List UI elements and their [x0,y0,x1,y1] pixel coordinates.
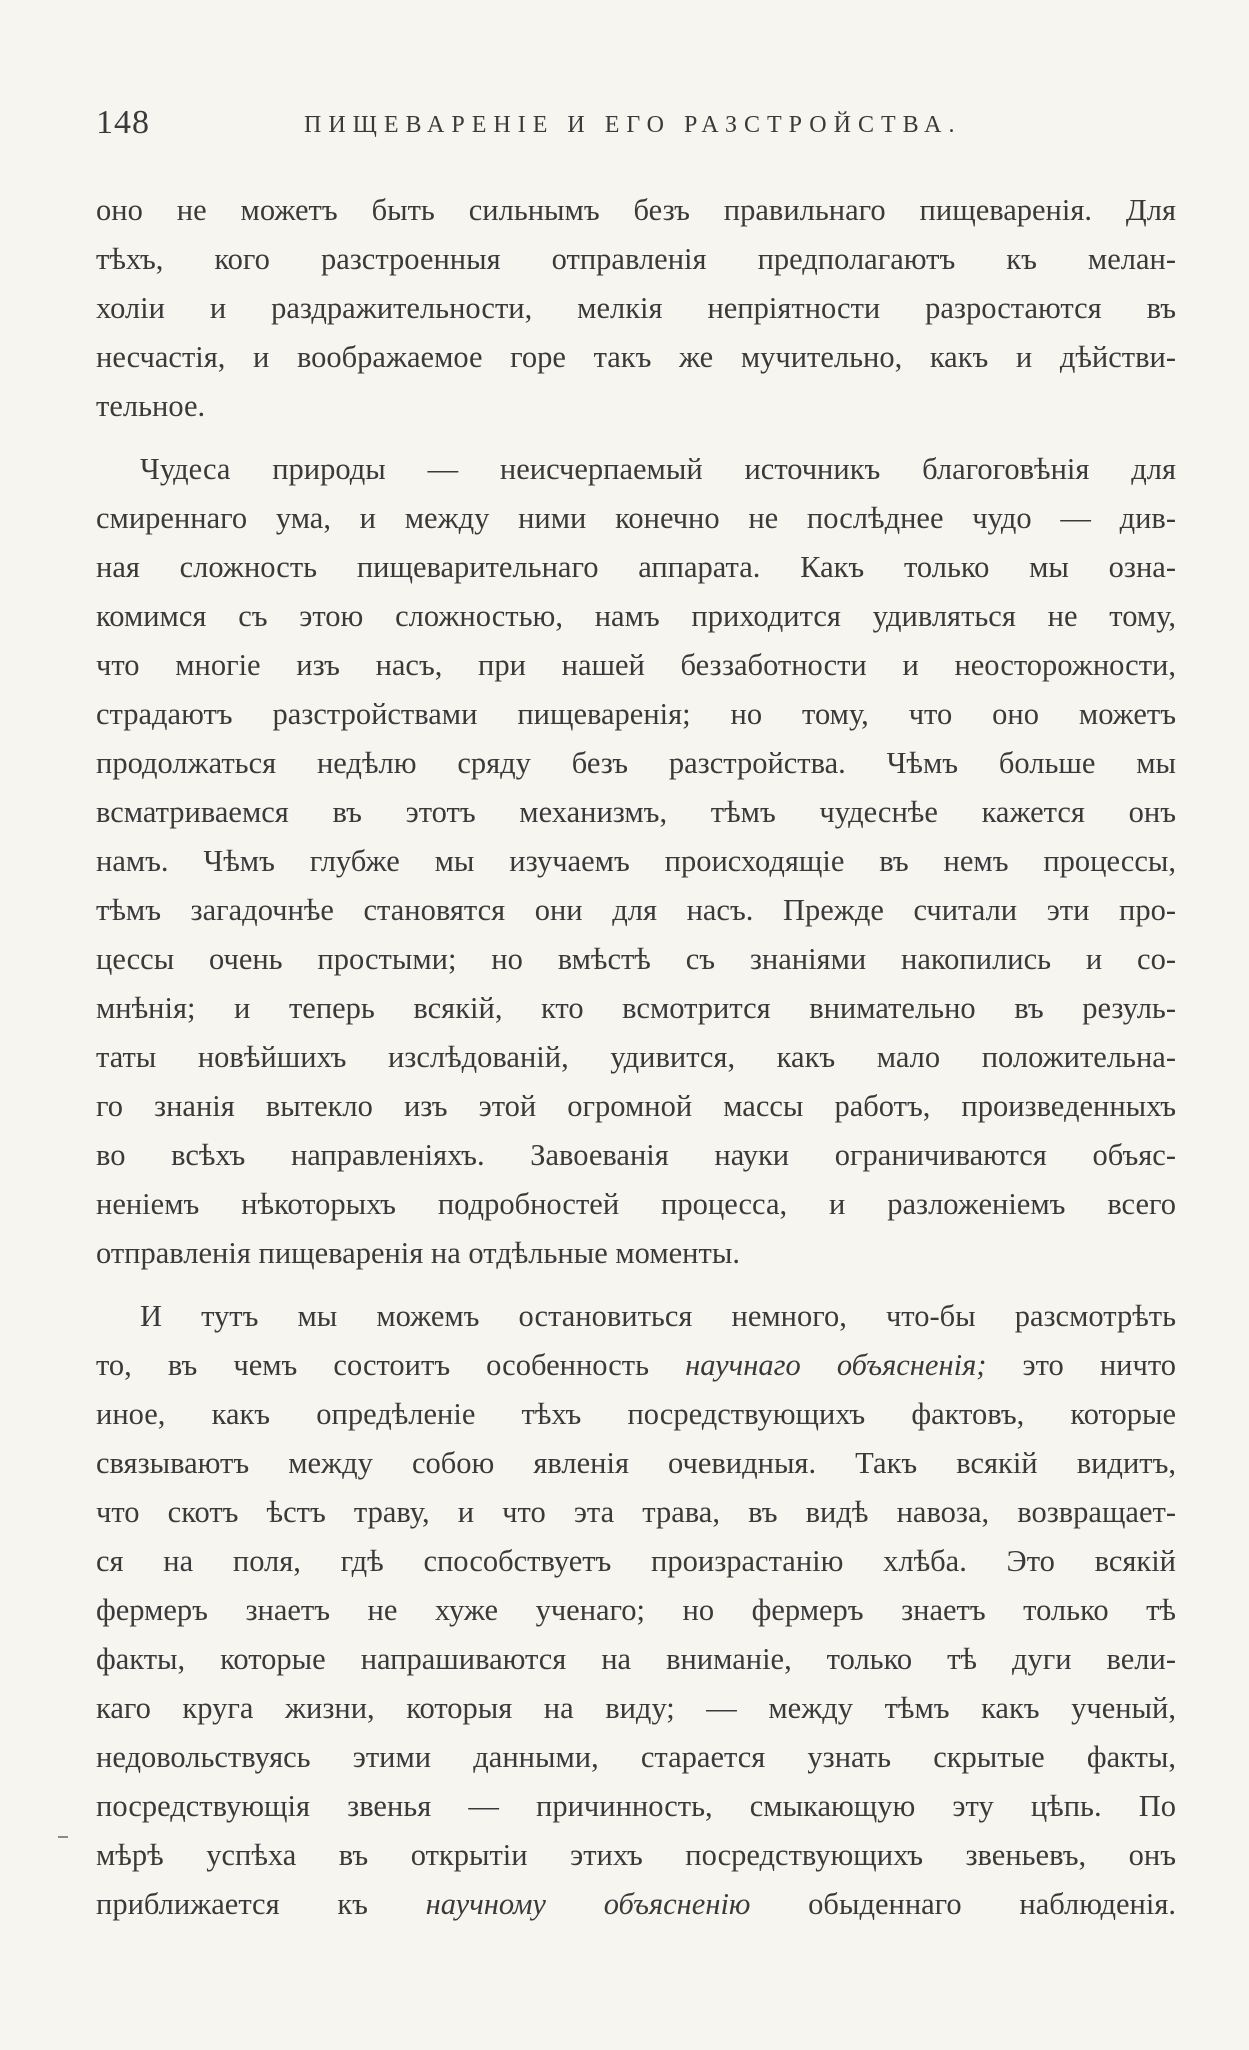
page-header [96,98,1176,158]
text-line: неніемъ нѣкоторыхъ подробностей процесса, и разложеніемъ всего [96,1187,1176,1221]
book-page [96,0,1176,2050]
running-title: ПИЩЕВАРЕНІЕ И ЕГО РАЗСТРОЙСТВА. [304,112,962,138]
text-line: отправленія пищеваренія на отдѣльные моменты. [96,1236,740,1270]
text-line: мѣрѣ успѣха въ открытіи этихъ посредствующихъ звеньевъ, онъ [96,1838,1176,1872]
text-line [96,1880,1176,1929]
text-line: связываютъ между собою явленія очевидныя. Такъ всякій видитъ, [96,1446,1176,1480]
italic-term: научнаго объясненія; [685,1348,987,1382]
text-line: тѣмъ загадочнѣе становятся они для насъ. Прежде считали эти про- [96,893,1176,927]
text-line: комимся съ этою сложностью, намъ приходится удивляться не тому, [96,599,1176,633]
text-line: фермеръ знаетъ не хуже ученаго; но фермеръ знаетъ только тѣ [96,1593,1176,1627]
text-line: факты, которые напрашиваются на вниманіе, только тѣ дуги вели- [96,1642,1176,1676]
text-line [96,1341,1176,1390]
text-line: иное, какъ опредѣленіе тѣхъ посредствующихъ фактовъ, которые [96,1397,1176,1431]
paragraph-2 [96,445,1176,1278]
text-line: холіи и раздражительности, мелкія непріятности разростаются въ [96,291,1176,325]
text-segment: приближается къ [96,1887,426,1921]
text-line: цессы очень простыми; но вмѣстѣ съ знаніями накопились и со- [96,942,1176,976]
text-line: мнѣнія; и теперь всякій, кто всмотрится внимательно въ резуль- [96,991,1176,1025]
text-line: намъ. Чѣмъ глубже мы изучаемъ происходящіе въ немъ процессы, [96,844,1176,878]
text-line: что многіе изъ насъ, при нашей беззаботности и неосторожности, [96,648,1176,682]
paragraph-3 [96,1292,1176,1929]
text-line: таты новѣйшихъ изслѣдованій, удивится, какъ мало положительна- [96,1040,1176,1074]
text-line: го знанія вытекло изъ этой огромной массы работъ, произведенныхъ [96,1089,1176,1123]
body-text [96,186,1176,1929]
text-line: оно не можетъ быть сильнымъ безъ правильнаго пищеваренія. Для [96,193,1176,227]
text-line: несчастія, и воображаемое горе такъ же мучительно, какъ и дѣйстви- [96,340,1176,374]
text-line: ная сложность пищеварительнаго аппарата. Какъ только мы озна- [96,550,1176,584]
text-line: продолжаться недѣлю сряду безъ разстройства. Чѣмъ больше мы [96,746,1176,780]
text-line: тельное. [96,389,206,423]
text-segment: то, въ чемъ состоитъ особенность [96,1348,686,1382]
text-segment: обыденнаго наблюденія. [750,1887,1176,1921]
text-line: всматриваемся въ этотъ механизмъ, тѣмъ чудеснѣе кажется онъ [96,795,1176,829]
text-line: посредствующія звенья — причинность, смыкающую эту цѣпь. По [96,1789,1176,1823]
text-line: ся на поля, гдѣ способствуетъ произрастанію хлѣба. Это всякій [96,1544,1176,1578]
text-line: что скотъ ѣстъ траву, и что эта трава, въ видѣ навоза, возвращает- [96,1495,1176,1529]
margin-mark [58,1836,68,1838]
text-line: страдаютъ разстройствами пищеваренія; но тому, что оно можетъ [96,697,1176,731]
text-line: смиреннаго ума, и между ними конечно не послѣднее чудо — див- [96,501,1176,535]
paragraph-1 [96,186,1176,431]
text-segment: это ничто [986,1348,1176,1382]
page-number: 148 [96,104,150,141]
text-line: во всѣхъ направленіяхъ. Завоеванія науки ограничиваются объяс- [96,1138,1176,1172]
text-line: Чудеса природы — неисчерпаемый источникъ благоговѣнія для [140,452,1176,486]
text-line: каго круга жизни, которыя на виду; — между тѣмъ какъ ученый, [96,1691,1176,1725]
italic-term: научному объясненію [425,1887,751,1921]
text-line: И тутъ мы можемъ остановиться немного, что-бы разсмотрѣть [140,1299,1176,1333]
text-line: недовольствуясь этими данными, старается узнать скрытые факты, [96,1740,1176,1774]
text-line: тѣхъ, кого разстроенныя отправленія предполагаютъ къ мелан- [96,242,1176,276]
